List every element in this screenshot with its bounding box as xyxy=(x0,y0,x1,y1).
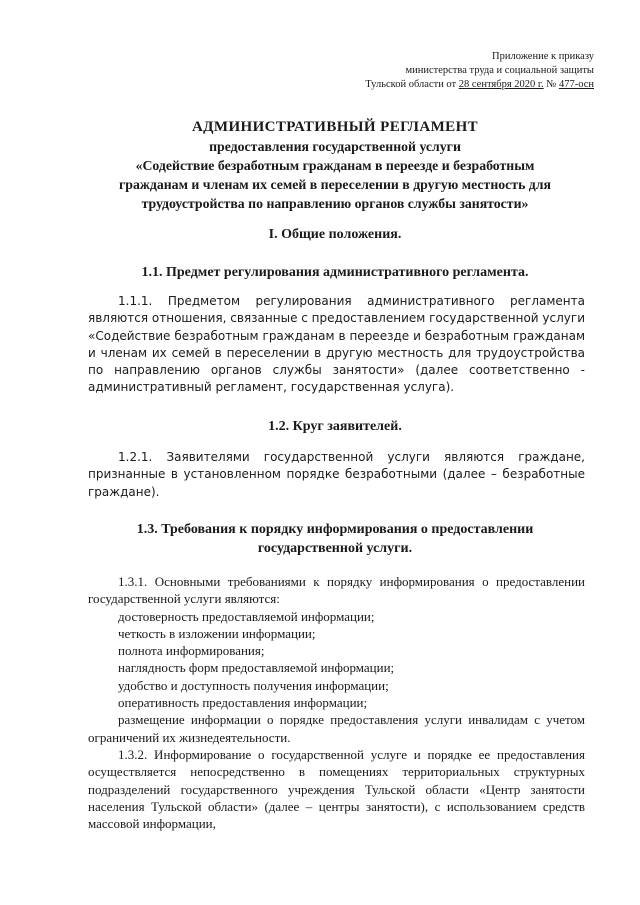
header-line-1: Приложение к приказу xyxy=(492,51,594,62)
header-line-3-prefix: Тульской области от xyxy=(365,79,459,90)
section-1-3-line-1: 1.3. Требования к порядку информирования о предоставлении xyxy=(136,522,534,537)
list-item: размещение информации о порядке предоставления услуги инвалидам с учетом ограничений их жизнедеятельности. xyxy=(88,712,585,745)
section-1-heading: I. Общие положения. xyxy=(268,227,402,242)
title-sub-2: «Содействие безработным гражданам в переезде и безработным xyxy=(135,158,535,173)
list-item: оперативность предоставления информации; xyxy=(118,695,368,711)
list-item: полнота информирования; xyxy=(118,643,265,659)
requirements-block xyxy=(88,573,585,832)
order-date: 28 сентября 2020 г. xyxy=(458,79,544,90)
paragraph-1-3-2: 1.3.2. Информирование о государственной услуге и порядке ее предоставления осуществляется непосредственно в помещениях территориальных структурных подразделений государственного учреждения Тульской области «Центр занятости населения Тульской области» (далее – центры занятости), с использованием средств массовой информации, xyxy=(88,746,585,832)
paragraph-1-2-1: 1.2.1. Заявителями государственной услуги являются граждане, признанные в установленном порядке безработными (далее – безработные граждане). xyxy=(88,450,585,499)
list-item: наглядность форм предоставляемой информации; xyxy=(118,660,395,676)
list-item: достоверность предоставляемой информации; xyxy=(118,608,375,624)
title-sub-3: гражданам и членам их семей в переселении в другую местность для xyxy=(119,177,551,192)
section-1-1-heading: 1.1. Предмет регулирования административного регламента. xyxy=(141,265,529,280)
document-title xyxy=(80,118,590,213)
list-item: четкость в изложении информации; xyxy=(118,625,316,641)
paragraph-1-1-1: 1.1.1. Предметом регулирования административного регламента являются отношения, связанные с предоставлением государственной услуги «Содействие безработным гражданам в переезде и безработным гражданам и членам их семей в переселении в другую местность для трудоустройства по направлению органов службы занятости» (далее соответственно - административный регламент, государственная услуга). xyxy=(88,294,585,395)
title-sub-1: предоставления государственной услуги xyxy=(209,139,461,154)
order-number: 477-осн xyxy=(558,79,594,90)
paragraph-1-3-1: 1.3.1. Основными требованиями к порядку информирования о предоставлении государственной услуги являются: xyxy=(88,574,585,607)
list-item: удобство и доступность получения информации; xyxy=(118,677,389,693)
header-line-2: министерства труда и социальной защиты xyxy=(405,65,594,76)
section-1-2-heading: 1.2. Круг заявителей. xyxy=(268,419,402,434)
order-attachment-note xyxy=(365,50,594,92)
section-1-3-heading xyxy=(80,520,590,558)
header-line-3 xyxy=(365,78,594,92)
number-prefix: № xyxy=(543,79,559,90)
title-sub-4: трудоустройства по направлению органов службы занятости» xyxy=(141,196,529,211)
title-main: АДМИНИСТРАТИВНЫЙ РЕГЛАМЕНТ xyxy=(191,119,479,135)
section-1-3-line-2: государственной услуги. xyxy=(257,541,413,556)
